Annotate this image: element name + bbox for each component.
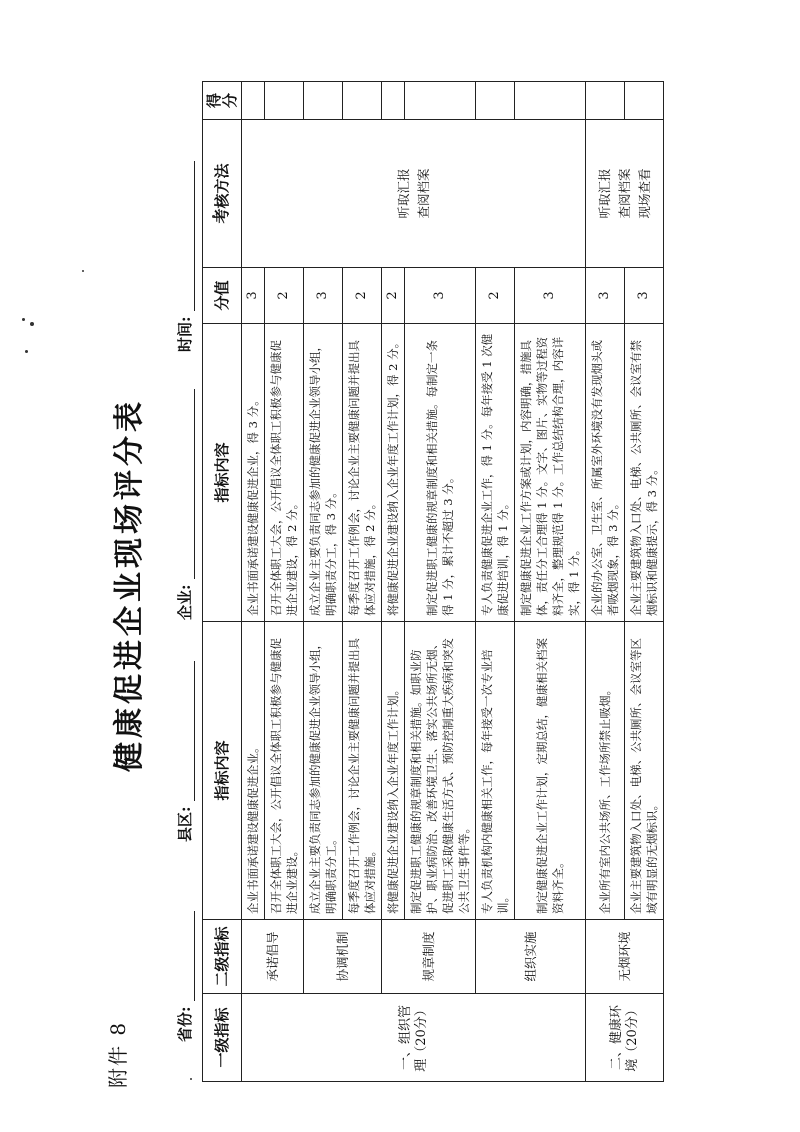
score-cell[interactable]	[405, 82, 476, 120]
attachment-label: 附件 8	[106, 1020, 130, 1088]
scan-speck	[22, 318, 25, 321]
indicator-content: 将健康促进企业建设纳入企业年度工作计划。	[382, 622, 405, 920]
county-label: 县区:	[176, 806, 194, 842]
indicator-content: 企业主要建筑物入口处、电梯、公共厕所、会议室等区域有明显的无烟标识。	[625, 622, 664, 920]
indicator-content: 企业所有室内公共场所、工作场所禁止吸烟。	[586, 622, 625, 920]
scan-speck	[30, 322, 34, 326]
indicator-content: 企业书面承诺建设健康促进企业。	[242, 622, 265, 920]
header-level1: 一级指标	[203, 994, 242, 1082]
points: 3	[625, 268, 664, 324]
meta-time	[174, 161, 195, 352]
scan-speck	[82, 270, 84, 272]
time-label: 时间:	[176, 316, 194, 352]
header-points: 分值	[203, 268, 242, 324]
score-cell[interactable]	[625, 82, 664, 120]
sub-indicator: 规章制度	[382, 920, 476, 994]
meta-company	[174, 389, 195, 620]
company-label: 企业:	[176, 584, 194, 620]
time-blank	[178, 161, 195, 311]
indicator-detail: 制定健康促进企业工作方案或计划，内容明确，措施具体，责任分工合理得 1 分。文字、图片、实物等过程资料齐全，整理规范得 1 分。工作总结结构合理，内容详实，得 1 分。	[515, 324, 586, 622]
page-title: 健康促进企业现场评分表	[112, 398, 147, 772]
meta-province	[174, 911, 195, 1042]
section-label: 一、组织管理（20分）	[242, 994, 586, 1082]
points: 3	[405, 268, 476, 324]
indicator-detail: 召开全体职工大会，公开倡议全体职工积极参与健康促进企业建设，得 2 分。	[265, 324, 304, 622]
meta-county	[174, 661, 195, 842]
sub-indicator: 协调机制	[304, 920, 382, 994]
points: 2	[343, 268, 382, 324]
points: 3	[242, 268, 265, 324]
indicator-detail: 制定促进职工健康的规章制度和相关措施。每制定一条得 1 分，累计不超过 3 分。	[405, 324, 476, 622]
score-cell[interactable]	[515, 82, 586, 120]
header-score: 得分	[203, 82, 242, 120]
indicator-detail: 成立企业主要负责同志参加的健康促进企业领导小组，明确职责分工，得 3 分。	[304, 324, 343, 622]
points: 2	[382, 268, 405, 324]
province-label: 省份:	[176, 1006, 194, 1042]
indicator-content: 制定促进职工健康的规章制度和相关措施。如职业防护、职业病防治、改善环境卫生、落实公共场所无烟、促进职工采取健康生活方式、预防控制重大疾病和突发公共卫生事件等。	[405, 622, 476, 920]
score-cell[interactable]	[265, 82, 304, 120]
score-table	[202, 81, 664, 1082]
header-method: 考核方法	[203, 120, 242, 268]
rotated-page	[90, 70, 790, 1100]
indicator-content: 制定健康促进企业工作计划，定期总结，健康相关档案资料齐全。	[515, 622, 586, 920]
score-cell[interactable]	[586, 82, 625, 120]
sub-indicator: 承诺倡导	[242, 920, 304, 994]
indicator-content: 每季度召开工作例会，讨论企业主要健康问题并提出具体应对措施。	[343, 622, 382, 920]
indicator-detail: 将健康促进企业建设纳入企业年度工作计划，得 2 分。	[382, 324, 405, 622]
company-blank	[178, 389, 195, 579]
province-blank	[178, 911, 195, 1001]
header-content-detail: 指标内容	[203, 324, 242, 622]
table-header-row	[203, 82, 242, 1082]
scan-speck	[25, 350, 28, 353]
score-cell[interactable]	[476, 82, 515, 120]
assessment-method: 听取汇报 查阅档案	[242, 120, 586, 268]
indicator-detail: 企业书面承诺建设健康促进企业，得 3 分。	[242, 324, 265, 622]
indicator-detail: 企业主要建筑物入口处、电梯、公共厕所、会议室有禁烟标识和健康提示，得 3 分。	[625, 324, 664, 622]
score-cell[interactable]	[242, 82, 265, 120]
indicator-detail: 专人负责健康促进企业工作，得 1 分。每年接受 1 次健康促进培训，得 1 分。	[476, 324, 515, 622]
indicator-content: 召开全体职工大会，公开倡议全体职工积极参与健康促进企业建设。	[265, 622, 304, 920]
points: 3	[586, 268, 625, 324]
indicator-detail: 每季度召开工作例会，讨论企业主要健康问题并提出具体应对措施，得 2 分。	[343, 324, 382, 622]
indicator-detail: 企业的办公室、卫生室、所属室外环境没有发现烟头或者吸烟现象，得 3 分。	[586, 324, 625, 622]
score-cell[interactable]	[304, 82, 343, 120]
county-blank	[178, 661, 195, 801]
indicator-content: 成立企业主要负责同志参加的健康促进企业领导小组，明确职责分工。	[304, 622, 343, 920]
table-row	[242, 82, 265, 1082]
sub-indicator: 无烟环境	[586, 920, 664, 994]
assessment-method: 听取汇报 查阅档案 现场查看	[586, 120, 664, 268]
section-label: 二、健康环境（20分）	[586, 994, 664, 1082]
indicator-content: 专人负责机构内健康相关工作，每年接受一次专业培训。	[476, 622, 515, 920]
points: 3	[515, 268, 586, 324]
header-content: 指标内容	[203, 622, 242, 920]
sub-indicator: 组织实施	[476, 920, 586, 994]
score-cell[interactable]	[343, 82, 382, 120]
points: 2	[476, 268, 515, 324]
points: 2	[265, 268, 304, 324]
header-level2: 二级指标	[203, 920, 242, 994]
table-row	[586, 82, 625, 1082]
points: 3	[304, 268, 343, 324]
score-cell[interactable]	[382, 82, 405, 120]
